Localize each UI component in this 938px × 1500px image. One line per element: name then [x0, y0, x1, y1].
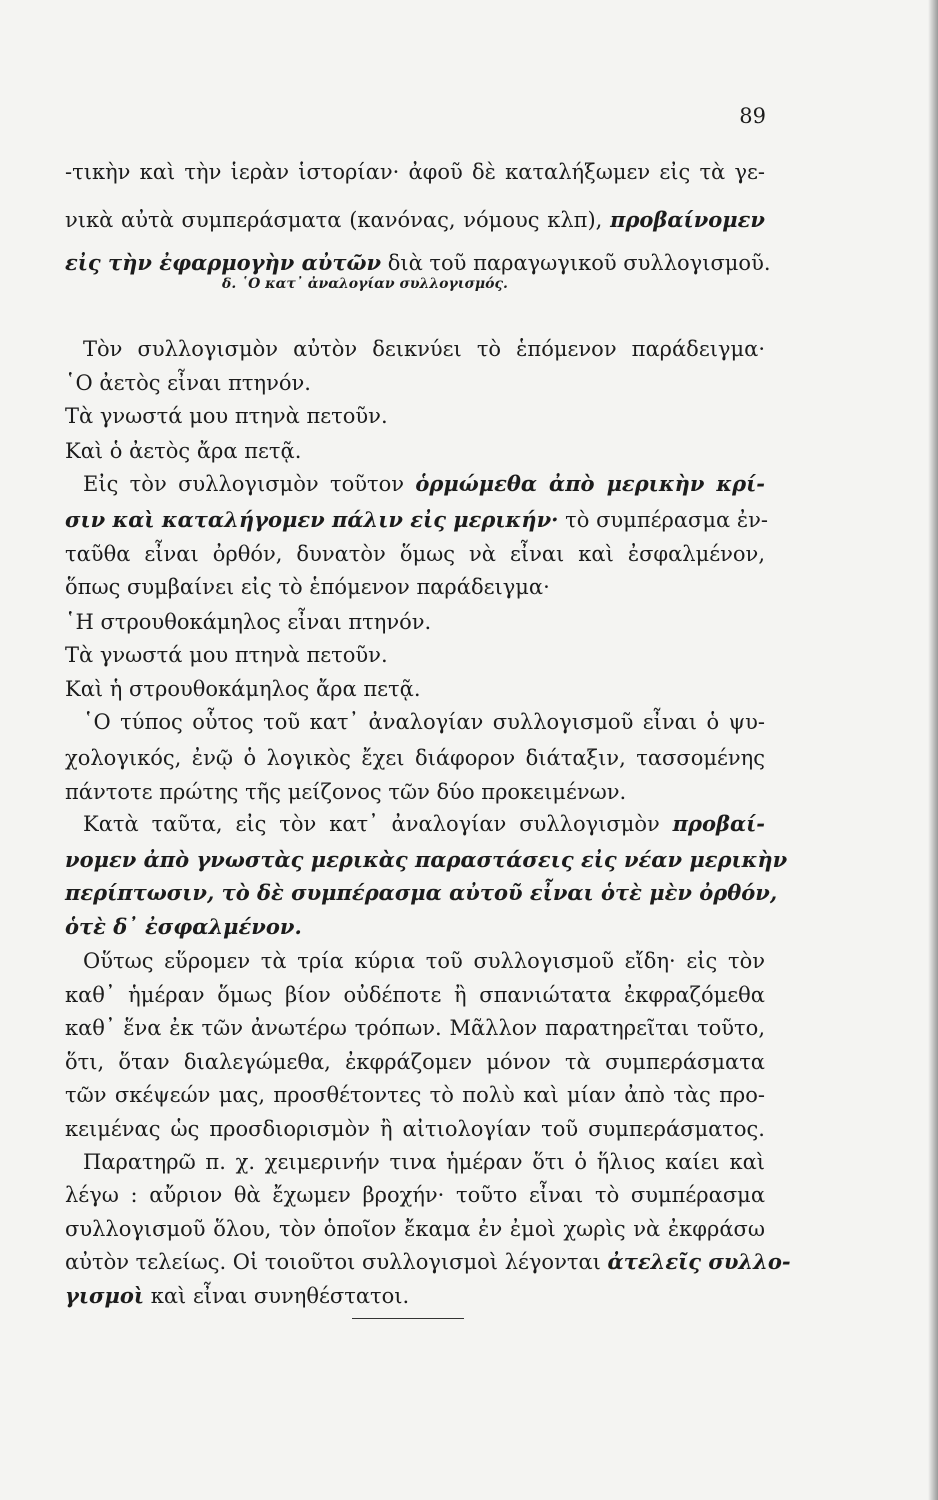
text-line — [65, 1112, 765, 1146]
emphasized-text: εἰς τὴν ἐφαρμογὴν αὐτῶν — [65, 250, 382, 275]
text-line — [65, 843, 788, 877]
end-rule — [352, 1318, 464, 1319]
emphasized-text: ὁτὲ δ᾿ ἐσφαλμένον. — [65, 914, 302, 939]
text-line — [65, 672, 765, 706]
text-segment: ῾Ο τύπος οὗτος τοῦ κατ᾿ ἀναλογίαν συλλογισμοῦ εἶναι ὁ ψυ- — [83, 710, 765, 734]
text-line — [65, 1078, 765, 1112]
text-line — [65, 399, 765, 433]
text-segment: κειμένας ὡς προσδιορισμὸν ἢ αἰτιολογίαν τοῦ συμπεράσματος. — [65, 1117, 765, 1141]
section-heading: δ. ῾Ο κατ᾿ ἀναλογίαν συλλογισμός. — [222, 276, 508, 292]
emphasized-text: νομεν ἀπὸ γνωστὰς μερικὰς παραστάσεις εἰς νέαν μερικὴν — [65, 847, 788, 872]
emphasized-text: γισμοὶ — [65, 1283, 145, 1308]
text-segment: -τικὴν καὶ τὴν ἱερὰν ἱστορίαν· ἀφοῦ δὲ καταλήξωμεν εἰς τὰ γε- — [65, 160, 765, 184]
text-line — [65, 246, 771, 280]
text-segment: συλλογισμοῦ ὅλου, τὸν ὁποῖον ἔκαμα ἐν ἐμοὶ χωρὶς νὰ ἐκφράσω — [65, 1217, 765, 1241]
text-segment: Παρατηρῶ π. χ. χειμερινήν τινα ἡμέραν ὅτι ὁ ἥλιος καίει καὶ — [83, 1150, 765, 1174]
text-line — [65, 1178, 765, 1212]
text-segment: Καὶ ὁ ἀετὸς ἄρα πετᾷ. — [65, 439, 302, 463]
text-segment: χολογικός, ἐνῷ ὁ λογικὸς ἔχει διάφορον διάταξιν, τασσομένης — [65, 746, 765, 770]
page-number: 89 — [739, 104, 766, 128]
text-segment: καὶ εἶναι συνηθέστατοι. — [144, 1284, 410, 1308]
text-segment: καθ᾿ ἡμέραν ὅμως βίον οὐδέποτε ἢ σπανιώτατα ἐκφραζόμεθα — [65, 983, 765, 1007]
text-line — [65, 1045, 765, 1079]
text-line — [65, 944, 765, 978]
emphasized-text: περίπτωσιν, τὸ δὲ συμπέρασμα αὐτοῦ εἶναι ὁτὲ μὲν ὀρθόν, — [65, 880, 778, 905]
text-line — [65, 503, 768, 537]
text-line — [65, 570, 765, 604]
text-line — [65, 807, 765, 841]
text-line — [65, 1145, 765, 1179]
text-line — [65, 705, 765, 739]
text-segment: Τὸν συλλογισμὸν αὐτὸν δεικνύει τὸ ἑπόμενον παράδειγμα· — [83, 337, 765, 361]
emphasized-text: προβαίνομεν — [610, 207, 765, 232]
text-line — [65, 434, 765, 468]
text-line — [65, 366, 765, 400]
text-line — [65, 1245, 791, 1279]
text-segment: τὸ συμπέρασμα ἐν- — [558, 508, 768, 532]
text-segment: αὐτὸν τελείως. Οἱ τοιοῦτοι συλλογισμοὶ λέγονται — [65, 1250, 608, 1274]
text-line — [65, 467, 765, 501]
emphasized-text: προβαί- — [672, 811, 765, 836]
text-line — [65, 741, 765, 775]
text-segment: Τὰ γνωστά μου πτηνὰ πετοῦν. — [65, 404, 388, 428]
page-edge-shadow — [928, 0, 938, 1500]
text-line — [65, 1011, 765, 1045]
text-line — [65, 605, 765, 639]
text-line — [65, 638, 765, 672]
text-segment: Καὶ ἡ στρουθοκάμηλος ἄρα πετᾷ. — [65, 677, 421, 701]
text-line — [65, 537, 765, 571]
text-line — [65, 155, 765, 189]
text-line — [65, 876, 778, 910]
text-line — [65, 1212, 765, 1246]
text-segment: ὅτι, ὅταν διαλεγώμεθα, ἐκφράζομεν μόνον τὰ συμπεράσματα — [65, 1050, 765, 1074]
text-segment: Οὕτως εὕρομεν τὰ τρία κύρια τοῦ συλλογισμοῦ εἴδη· εἰς τὸν — [83, 949, 765, 973]
text-segment: ῾Ο ἀετὸς εἶναι πτηνόν. — [65, 371, 311, 395]
text-segment: ταῦθα εἶναι ὀρθόν, δυνατὸν ὅμως νὰ εἶναι καὶ ἐσφαλμένον, — [65, 542, 765, 566]
emphasized-text: ὁρμώμεθα ἀπὸ μερικὴν κρί- — [415, 471, 765, 496]
text-segment: τῶν σκέψεών μας, προσθέτοντες τὸ πολὺ καὶ μίαν ἀπὸ τὰς προ- — [65, 1083, 765, 1107]
text-segment: λέγω : αὔριον θὰ ἔχωμεν βροχήν· τοῦτο εἶναι τὸ συμπέρασμα — [65, 1183, 765, 1207]
emphasized-text: ἀτελεῖς συλλο- — [607, 1249, 791, 1274]
text-segment: Κατὰ ταῦτα, εἰς τὸν κατ᾿ ἀναλογίαν συλλογισμὸν — [83, 812, 673, 836]
text-segment: ὅπως συμβαίνει εἰς τὸ ἑπόμενον παράδειγμα· — [65, 575, 550, 599]
text-segment: νικὰ αὐτὰ συμπεράσματα (κανόνας, νόμους κλπ), — [65, 208, 611, 232]
text-segment: διὰ τοῦ παραγωγικοῦ συλλογισμοῦ. — [381, 251, 771, 275]
text-segment: καθ᾿ ἕνα ἐκ τῶν ἀνωτέρω τρόπων. Μᾶλλον παρατηρεῖται τοῦτο, — [65, 1016, 765, 1040]
text-line — [65, 203, 765, 237]
text-segment: Εἰς τὸν συλλογισμὸν τοῦτον — [83, 472, 416, 496]
text-line — [65, 775, 765, 809]
text-line — [65, 910, 765, 944]
text-line — [65, 1279, 765, 1313]
text-line — [65, 978, 765, 1012]
text-segment: πάντοτε πρώτης τῆς μείζονος τῶν δύο προκειμένων. — [65, 780, 627, 804]
text-line — [65, 332, 765, 366]
text-segment: ῾Η στρουθοκάμηλος εἶναι πτηνόν. — [65, 610, 432, 634]
emphasized-text: σιν καὶ καταλήγομεν πάλιν εἰς μερικήν· — [65, 507, 559, 532]
text-segment: Τὰ γνωστά μου πτηνὰ πετοῦν. — [65, 643, 388, 667]
